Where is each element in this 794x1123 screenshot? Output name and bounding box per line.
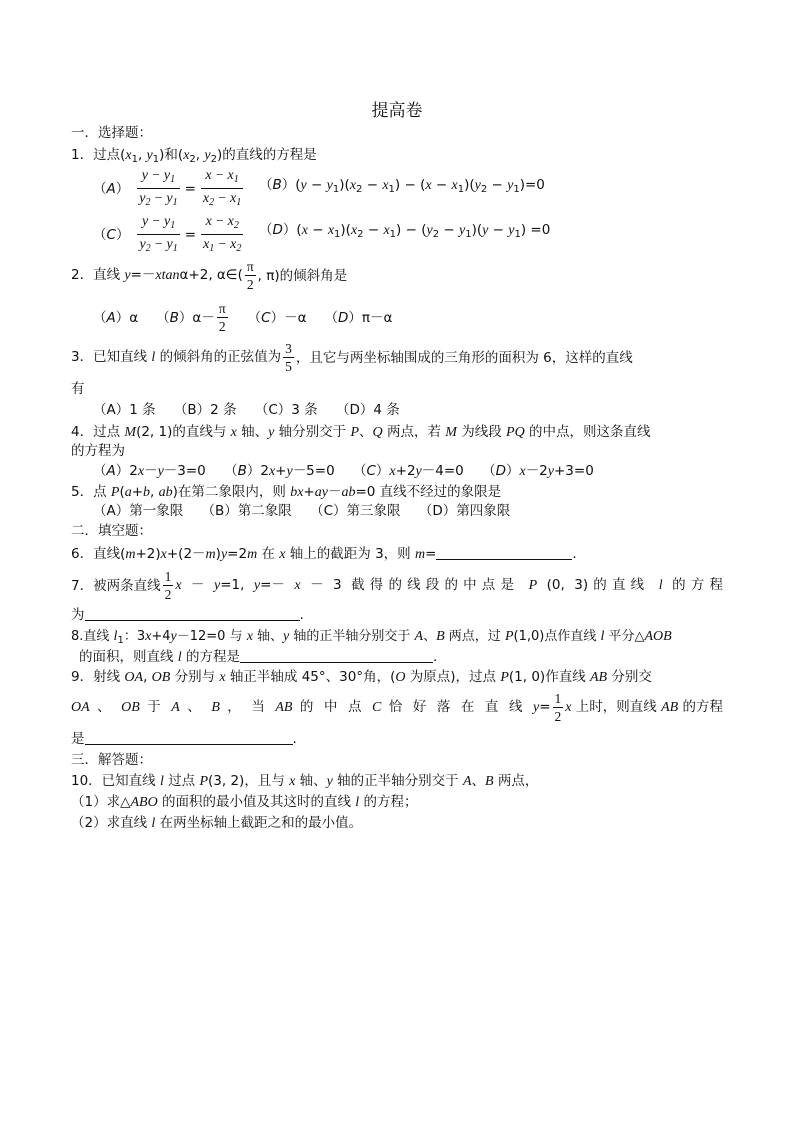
question-2-options: （A）α （B）α－ $\frac{\pi}{2}$ （C）－α （D）π－α (93, 301, 393, 334)
question-2-stem: 2．直线 y=－xtanα+2, α∈( $\frac{\pi}{2}$ , π)的倾斜角是 (71, 259, 348, 292)
question-5-stem: 5．点 P(a+b, ab)在第二象限内，则 bx+ay－ab=0 直线不经过的象限是 (71, 484, 502, 500)
question-10-part-1: （1）求△ABO 的面积的最小值及其这时的直线 l 的方程； (71, 794, 418, 810)
question-3-stem: 3．已知直线 l 的倾斜角的正弦值为 $\frac{3}{5}$ ，且它与两坐标轴围成的三角形的面积为 6，这样的直线 (71, 341, 633, 374)
question-2-option-d: （D）π－α (324, 309, 393, 326)
section-fill-heading: 二．填空题： (71, 523, 152, 539)
question-9-stem-cont: OA 、 OB 于 A 、 B ， 当 AB 的 中 点 C 恰 好 落 在 直 线 y= $\frac{1}{2}$ x 上时，则直线 AB 的方程 (71, 691, 723, 724)
section-solve-heading: 三．解答题： (71, 752, 152, 768)
question-4-stem: 4．过点 M(2, 1)的直线与 x 轴、y 轴分别交于 P、Q 两点，若 M 为线段 PQ 的中点，则这条直线 (71, 424, 651, 440)
question-8-stem-cont: 的面积，则直线 l 的方程是 . (79, 649, 438, 665)
question-9-stem: 9．射线 OA, OB 分别与 x 轴正半轴成 45°、30°角，(O 为原点)，过点 P(1, 0)作直线 AB 分别交 (71, 669, 652, 685)
question-2-option-c: （C）－α (247, 309, 307, 326)
question-10-stem: 10．已知直线 l 过点 P(3, 2)，且与 x 轴、y 轴的正半轴分别交于 A、B 两点， (71, 773, 539, 789)
question-4-options: （A）2x－y－3=0 （B）2x+y－5=0 （C）x+2y－4=0 （D）x－2y+3=0 (93, 463, 594, 479)
question-10-part-2: （2）求直线 l 在两坐标轴上截距之和的最小值。 (71, 815, 363, 831)
question-2-option-a: （A）α (93, 309, 139, 326)
page-title: 提高卷 (371, 101, 423, 121)
question-1-stem: 1．过点($x_1$, $y_1$)和($x_2$, $y_2$)的直线的方程是 (71, 147, 317, 165)
question-9-stem-end: 是 . (71, 731, 297, 747)
question-6-answer-blank[interactable] (436, 545, 572, 560)
question-7-stem: 7．被两条直线 $\frac{1}{2}$ x － y=1, y=－ x － 3 截得的线段的中点是 P (0, 3)的直线 l 的方程 (71, 569, 723, 602)
question-4-stem-cont: 的方程为 (71, 443, 125, 459)
question-7-stem-cont: 为 . (71, 607, 304, 623)
question-3-options: （A）1 条 （B）2 条 （C）3 条 （D）4 条 (93, 402, 400, 418)
question-1-option-d: $(D)(x - x_1)(x_2 - x_1) - (y_2 - y_1)(y - y_1) =0$ (259, 222, 551, 240)
question-2-option-b: （B）α－ (156, 309, 215, 326)
question-1-option-c: （C） $\frac{y - y_1}{y_2 - y_1}$ = $\frac{x - x_2}{x_1 - x_2}$ (93, 213, 242, 254)
question-6-stem: 6．直线(m+2)x+(2－m)y=2m 在 x 轴上的截距为 3，则 m= . (71, 546, 577, 562)
question-3-stem-cont: 有 (71, 381, 85, 397)
question-8-answer-blank[interactable] (240, 648, 433, 663)
question-1-option-a: （A） $\frac{y - y_1}{y_2 - y_1}$ = $\frac{x - x_1}{x_2 - x_1}$ (93, 167, 242, 208)
question-8-stem: 8.直线 $l_1$：3x+4y－12=0 与 x 轴、y 轴的正半轴分别交于 A、B 两点，过 P(1,0)点作直线 l 平分△AOB (71, 629, 672, 646)
question-7-answer-blank[interactable] (85, 606, 300, 621)
section-choice-heading: 一．选择题： (71, 125, 152, 141)
question-5-options: （A）第一象限 （B）第二象限 （C）第三象限 （D）第四象限 (93, 503, 511, 519)
question-1-option-b: $(B)(y - y_1)(x_2 - x_1) - (x - x_1)(y_2 - y_1)=0$ (259, 177, 545, 195)
question-9-answer-blank[interactable] (85, 730, 293, 745)
